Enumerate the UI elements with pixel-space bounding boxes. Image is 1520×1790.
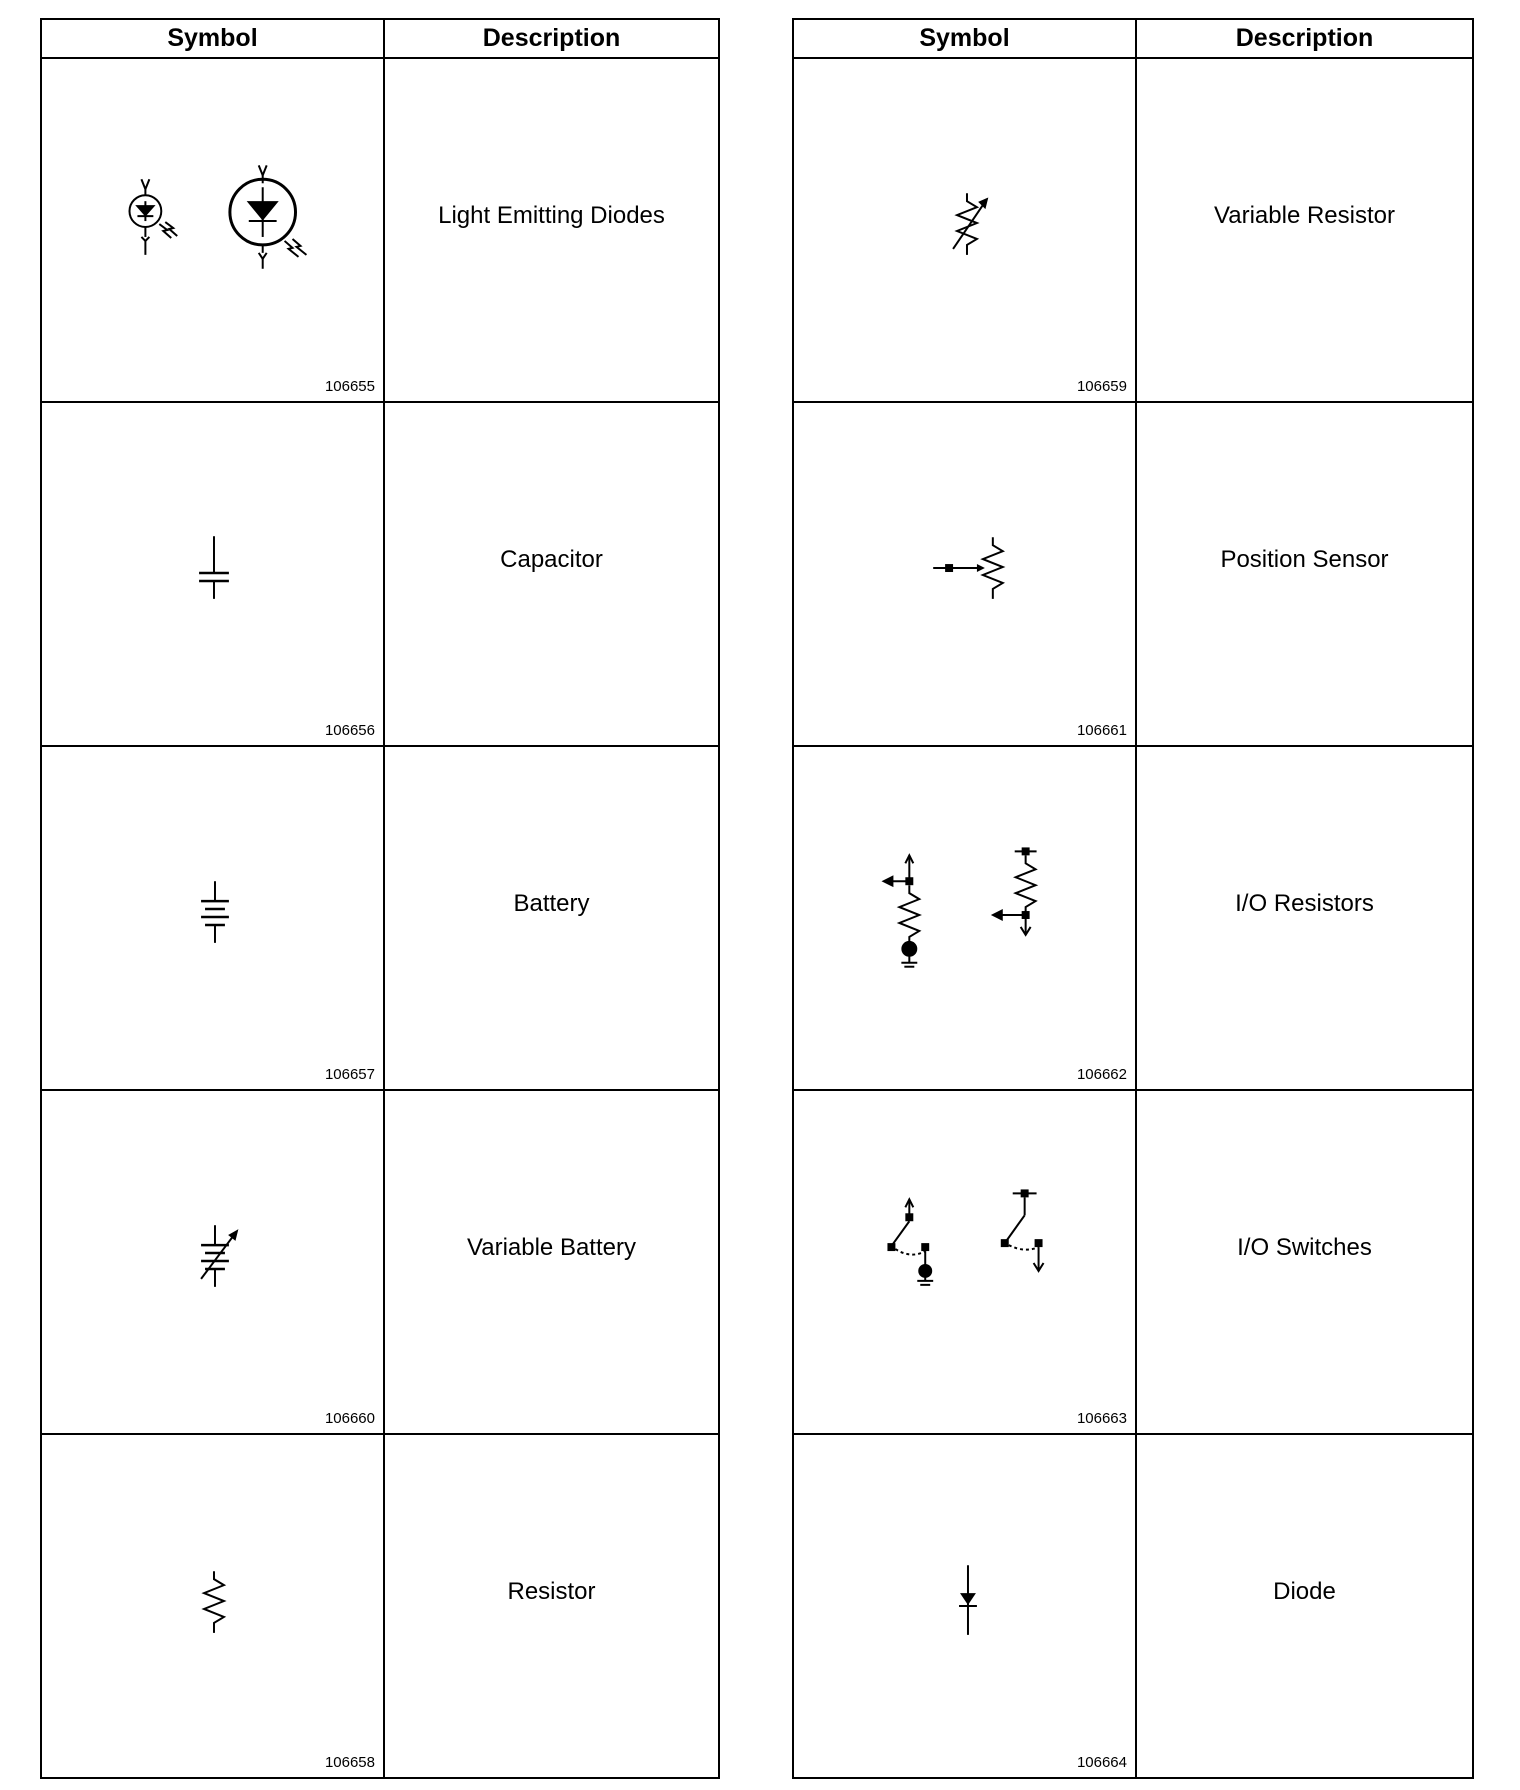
symbol-cell	[793, 58, 1136, 402]
description-text: Battery	[513, 890, 590, 917]
description-text: Position Sensor	[1220, 546, 1389, 573]
description-cell	[1136, 58, 1473, 402]
symbol-table-left	[40, 18, 720, 1779]
description-cell	[1136, 746, 1473, 1090]
variable-battery-symbol-icon	[42, 1091, 383, 1433]
table-row	[793, 1090, 1473, 1434]
header-row	[41, 19, 719, 58]
symbol-cell	[41, 746, 384, 1090]
io-resistors-symbol-icon	[794, 747, 1135, 1089]
description-cell	[384, 1090, 719, 1434]
symbol-cell	[41, 1090, 384, 1434]
symbol-cell	[793, 1434, 1136, 1778]
figure-code: 106656	[324, 722, 375, 739]
figure-code: 106663	[1076, 1410, 1127, 1427]
symbol-cell	[793, 746, 1136, 1090]
description-text: Diode	[1273, 1578, 1336, 1605]
description-text: Variable Battery	[467, 1234, 636, 1261]
table-row	[41, 58, 719, 402]
table-row	[41, 1434, 719, 1778]
figure-code: 106657	[324, 1066, 375, 1083]
description-cell	[1136, 1434, 1473, 1778]
variable-resistor-symbol-icon	[794, 59, 1135, 401]
table-row	[41, 746, 719, 1090]
symbol-header: Symbol	[41, 19, 384, 58]
figure-code: 106658	[324, 1754, 375, 1771]
resistor-symbol-icon	[42, 1435, 383, 1777]
figure-code: 106662	[1076, 1066, 1127, 1083]
description-cell	[1136, 1090, 1473, 1434]
figure-code: 106659	[1076, 378, 1127, 395]
figure-code: 106661	[1076, 722, 1127, 739]
table-row	[793, 1434, 1473, 1778]
description-text: Light Emitting Diodes	[438, 202, 665, 229]
battery-symbol-icon	[42, 747, 383, 1089]
description-text: Variable Resistor	[1214, 202, 1395, 229]
table-row	[41, 402, 719, 746]
figure-code: 106664	[1076, 1754, 1127, 1771]
description-text: Resistor	[507, 1578, 596, 1605]
symbol-header: Symbol	[793, 19, 1136, 58]
table-row	[793, 402, 1473, 746]
description-cell	[1136, 402, 1473, 746]
capacitor-symbol-icon	[42, 403, 383, 745]
description-header: Description	[384, 19, 719, 58]
description-cell	[384, 746, 719, 1090]
figure-code: 106660	[324, 1410, 375, 1427]
diode-symbol-icon	[794, 1435, 1135, 1777]
symbol-cell	[793, 402, 1136, 746]
symbol-cell	[41, 402, 384, 746]
table-row	[793, 746, 1473, 1090]
io-switches-symbol-icon	[794, 1091, 1135, 1433]
symbol-table-right	[792, 18, 1474, 1779]
description-text: Capacitor	[500, 546, 603, 573]
symbol-cell	[41, 58, 384, 402]
figure-code: 106655	[324, 378, 375, 395]
symbol-cell	[41, 1434, 384, 1778]
header-row	[793, 19, 1473, 58]
table-row	[793, 58, 1473, 402]
description-text: I/O Resistors	[1235, 890, 1374, 917]
light-emitting-diodes-symbol-icon	[42, 59, 383, 401]
description-header: Description	[1136, 19, 1473, 58]
symbol-cell	[793, 1090, 1136, 1434]
table-row	[41, 1090, 719, 1434]
description-cell	[384, 402, 719, 746]
position-sensor-symbol-icon	[794, 403, 1135, 745]
description-cell	[384, 58, 719, 402]
description-text: I/O Switches	[1237, 1234, 1372, 1261]
description-cell	[384, 1434, 719, 1778]
